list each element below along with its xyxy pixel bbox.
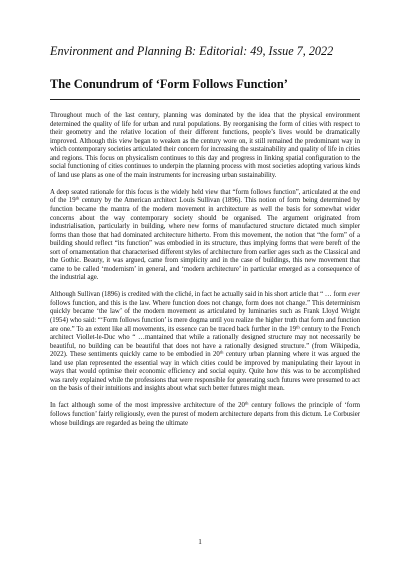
paragraph-1 (50, 112, 360, 180)
paragraph-4-text-b: century follows the principle of ‘form follows function’ fairly religiously, even the purest of modern architecture departs from this dictum. Le Corbusier whose buildings are regarded as being the ultimate (50, 402, 360, 427)
paragraph-2-text-b: century by the American architect Louis Sullivan (1896). This notion of form being determined by function became the mantra of the modern movement in architecture as well the basis for somewhat wider concerns about the way contemporary society should be organised. The argument originated from industrialisation, particularly in building, where new forms of manufactured structure dictated much simpler forms than those that had dominated architecture hitherto. From this movement, the notion that “the form” of a building should reflect “its function” was embodied in its structure, thus implying forms that were bereft of the sort of ornamentation that characterised different styles of architecture from earlier ages such as the Classical and the Gothic. Beauty, it was argued, came from simplicity and in the case of buildings, this new movement that came to be called ‘modernism’ in general, and ‘modern architecture’ in particular emerged as a consequence of the industrial age. (50, 197, 360, 282)
ordinal-superscript: th (244, 400, 249, 406)
ordinal-superscript: th (75, 195, 80, 201)
paragraph-3-text-d: century urban planning where it was argued the land use plan represented the essential way in which cities could be improved by manipulating their layout in ways that would optimise their economic efficiency and social equity. Quite how this was to be accomplished was rarely explained while the professions that were responsible for generating such futures were presumed to act on the basis of their intuitions and insights about what such better futures might mean. (50, 351, 360, 393)
paragraph-3-text-c: century to the French architect Viollet-le-Duc who “ …mantained that while a rationally designed structure may not necessarily be beautiful, no building can be beautiful that does not have a rationally designed structure.” (from Wikipedia, 2022). These sentiments quickly came to be embodied in 20 (50, 325, 360, 359)
emphasis-ever: ever (348, 291, 360, 299)
paragraph-2 (50, 189, 360, 283)
article-body (50, 112, 360, 437)
journal-citation: Environment and Planning B: Editorial: 49, Issue 7, 2022 (50, 44, 334, 58)
ordinal-superscript: th (296, 324, 300, 330)
page-number: 1 (198, 538, 202, 546)
article-title: The Conundrum of ‘Form Follows Function’ (50, 77, 288, 91)
ordinal-superscript: th (219, 349, 224, 355)
paragraph-3-text-a: Although Sullivan (1896) is credited with the cliché, in fact he actually said in his short article that “ … form (50, 291, 349, 299)
paragraph-4-text-a: In fact although some of the most impressive architecture of the 20 (50, 402, 245, 410)
paragraph-1-text: Throughout much of the last century, planning was dominated by the idea that the physical environment determined the quality of life for urban and rural populations. By reorganising the form of cities with respect to their geometry and the relative location of their different functions, people’s lives would be dramatically improved. Although this view began to weaken as the century wore on, it still remained the predominant way in which contemporary societies articulated their concern for increasing the sustainability and quality of life in cities and regions. This focus on physicalism continues to this day and progress in linking spatial configuration to the social functioning of cities continues to underpin the planning process with most societies adopting various kinds of land use plans as one of the main instruments for increasing urban sustainability. (50, 112, 360, 179)
paragraph-3-text-b: follows function, and this is the law. Where function does not change, form does not change.” This determinism quickly became ‘the law’ of the modern movement as articulated by luminaries such as Frank Lloyd Wright (1954) who said: “‘Form follows function’ is mere dogma until you realize the higher truth that form and function are one.” To an extent like all movements, its essence can be traced back further in the 19 (50, 299, 360, 333)
title-divider (50, 99, 360, 100)
paragraph-4 (50, 402, 360, 428)
paragraph-3 (50, 291, 360, 394)
paragraph-2-text-a: A deep seated rationale for this focus is the widely held view that “form follows function”, articulated at the end of the 19 (50, 188, 360, 205)
